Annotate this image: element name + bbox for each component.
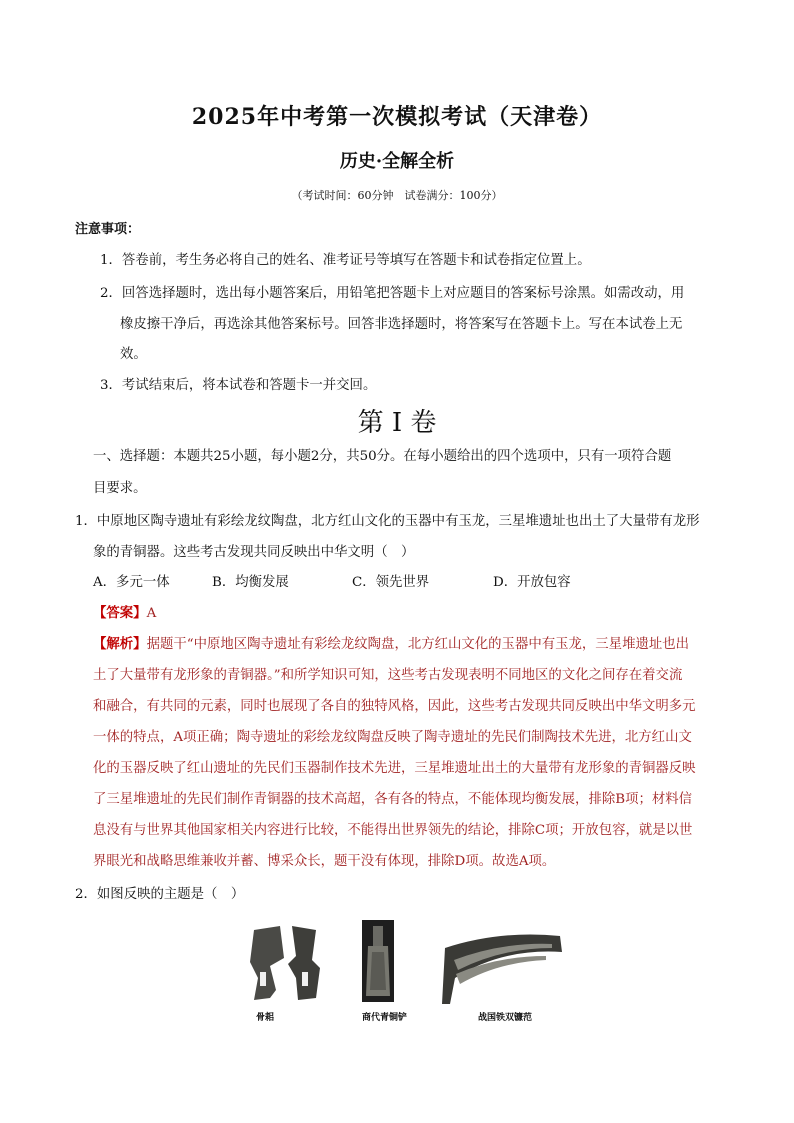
notice-item-2-line2: 橡皮擦干净后，再选涂其他答案标号。回答非选择题时，将答案写在答题卡上。写在本试卷上无 [120, 317, 683, 332]
q1-stem-line1: 1．中原地区陶寺遗址有彩绘龙纹陶盘，北方红山文化的玉器中有玉龙，三星堆遗址也出土了大量带有龙形 [75, 514, 700, 529]
bronze-shovel-image [362, 920, 394, 1002]
q1-analysis-line5: 化的玉器反映了红山遗址的先民们玉器制作技术先进，三星堆遗址出土的大量带有龙形象的青铜器反映 [93, 761, 696, 776]
q1-option-c: C．领先世界 [352, 575, 430, 590]
section-title: 第 I 卷 [357, 408, 437, 438]
notice-heading: 注意事项： [75, 222, 141, 237]
notice-item-1: 1．答卷前，考生务必将自己的姓名、准考证号等填写在答题卡和试卷指定位置上。 [100, 253, 591, 268]
answer-label: 【答案】 [93, 605, 147, 621]
analysis-label: 【解析】 [93, 636, 147, 652]
q1-option-a: A．多元一体 [93, 575, 170, 590]
caption-iron-sickle-mold: 战国铁双镰范 [478, 1013, 533, 1023]
q2-stem: 2．如图反映的主题是（ ） [75, 887, 245, 902]
q1-analysis-line2: 土了大量带有龙形象的青铜器。”和所学知识可知，这些考古发现表明不同地区的文化之间存在着交流 [93, 668, 683, 683]
section-instructions-line1: 一、选择题：本题共25小题，每小题2分，共50分。在每小题给出的四个选项中，只有一项符合题 [93, 449, 672, 464]
answer-value: A [146, 606, 157, 621]
q1-answer [93, 602, 156, 621]
exam-time-info: （考试时间：60分钟 试卷满分：100分） [291, 189, 503, 202]
exam-subtitle: 历史·全解全析 [339, 151, 455, 172]
section-instructions-line2: 目要求。 [93, 481, 147, 496]
iron-sickle-mold-image [442, 935, 562, 1005]
q1-option-d: D．开放包容 [493, 575, 571, 590]
q1-analysis-line7: 息没有与世界其他国家相关内容进行比较，不能得出世界领先的结论，排除C项；开放包容，就是以世 [93, 823, 693, 838]
caption-bone-spade: 骨耜 [256, 1013, 275, 1023]
q1-analysis-line6: 了三星堆遗址的先民们制作青铜器的技术高超，各有各的特点，不能体现均衡发展，排除B项；材料信 [93, 792, 693, 807]
q1-stem-line2: 象的青铜器。这些考古发现共同反映出中华文明（ ） [93, 545, 415, 560]
exam-title: 2025年中考第一次模拟考试（天津卷） [191, 104, 603, 130]
notice-item-2-line1: 2．回答选择题时，选出每小题答案后，用铅笔把答题卡上对应题目的答案标号涂黑。如需改动，用 [100, 286, 685, 301]
q1-analysis-line8: 界眼光和战略思维兼收并蓄、博采众长，题干没有体现，排除D项。故选A项。 [93, 854, 556, 869]
caption-bronze-shovel: 商代青铜铲 [362, 1013, 408, 1023]
notice-item-3: 3．考试结束后，将本试卷和答题卡一并交回。 [100, 378, 377, 393]
q1-option-b: B．均衡发展 [212, 575, 289, 590]
bone-spade-image [250, 926, 320, 1000]
analysis-text-1: 据题干“中原地区陶寺遗址有彩绘龙纹陶盘，北方红山文化的玉器中有玉龙，三星堆遗址也出 [146, 637, 690, 652]
notice-item-2-line3: 效。 [120, 347, 147, 362]
q1-analysis-line4: 一体的特点，A项正确；陶寺遗址的彩绘龙纹陶盘反映了陶寺遗址的先民们制陶技术先进，北方红山文 [93, 730, 692, 745]
q1-analysis-line1 [93, 633, 689, 652]
q1-analysis-line3: 和融合，有共同的元素，同时也展现了各自的独特风格，因此，这些考古发现共同反映出中华文明多元 [93, 699, 696, 714]
